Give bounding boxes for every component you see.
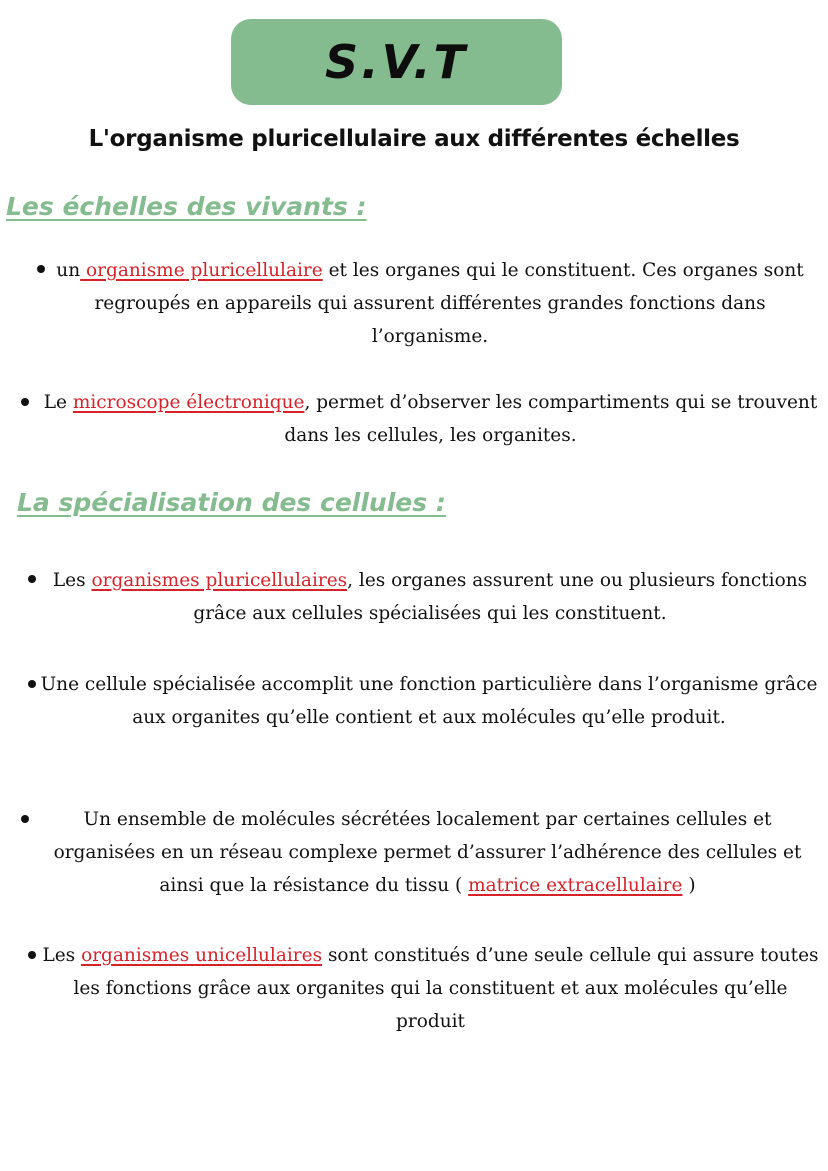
section-title-specialisation: La spécialisation des cellules : [17,488,446,517]
paragraph [50,254,810,353]
section-title-echelles: Les échelles des vivants : [6,192,367,221]
text-segment: Le [43,392,73,413]
bullet-icon [21,398,29,406]
text-segment: et les organes qui le constituent. Ces organes sont regroupés en appareils qui assurent différentes grandes fonctions dans l’organisme. [94,260,804,347]
text-segment: ) [682,875,696,896]
page-subtitle: L'organisme pluricellulaire aux différentes échelles [88,126,740,152]
text-segment: , les organes assurent une ou plusieurs fonctions grâce aux cellules spécialisées qui les constituent. [193,570,808,624]
text-segment: un [56,260,81,281]
bullet-icon [37,265,45,273]
paragraph [45,564,815,630]
title-banner [231,19,562,105]
bullet-icon [28,951,36,959]
text-segment: Une cellule spécialisée accomplit une fonction particulière dans l’organisme grâce aux organites qu’elle contient et aux molécules qu’elle produit. [40,674,818,728]
keyword: matrice extracellulaire [468,875,683,896]
paragraph [38,939,823,1038]
text-segment: sont constitués d’une seule cellule qui assure toutes les fonctions grâce aux organites qui la constituent et aux molécules qu’elle produit [73,945,819,1032]
paragraph [34,668,824,734]
keyword: organisme pluricellulaire [80,260,323,281]
text-segment: Les [52,570,92,591]
keyword: organismes unicellulaires [81,945,323,966]
keyword: organismes pluricellulaires [91,570,348,591]
bullet-icon [28,575,36,583]
text-segment: , permet d’observer les compartiments qui se trouvent dans les cellules, les organites. [284,392,818,446]
paragraph [30,803,825,902]
page-title: S.V.T [325,35,468,89]
paragraph [38,386,823,452]
keyword: microscope électronique [72,392,305,413]
bullet-icon [21,815,29,823]
text-segment: Un ensemble de molécules sécrétées localement par certaines cellules et organisées en un réseau complexe permet d’assurer l’adhérence des cellules et ainsi que la résistance du tissu ( [53,809,802,896]
text-segment: Les [42,945,82,966]
